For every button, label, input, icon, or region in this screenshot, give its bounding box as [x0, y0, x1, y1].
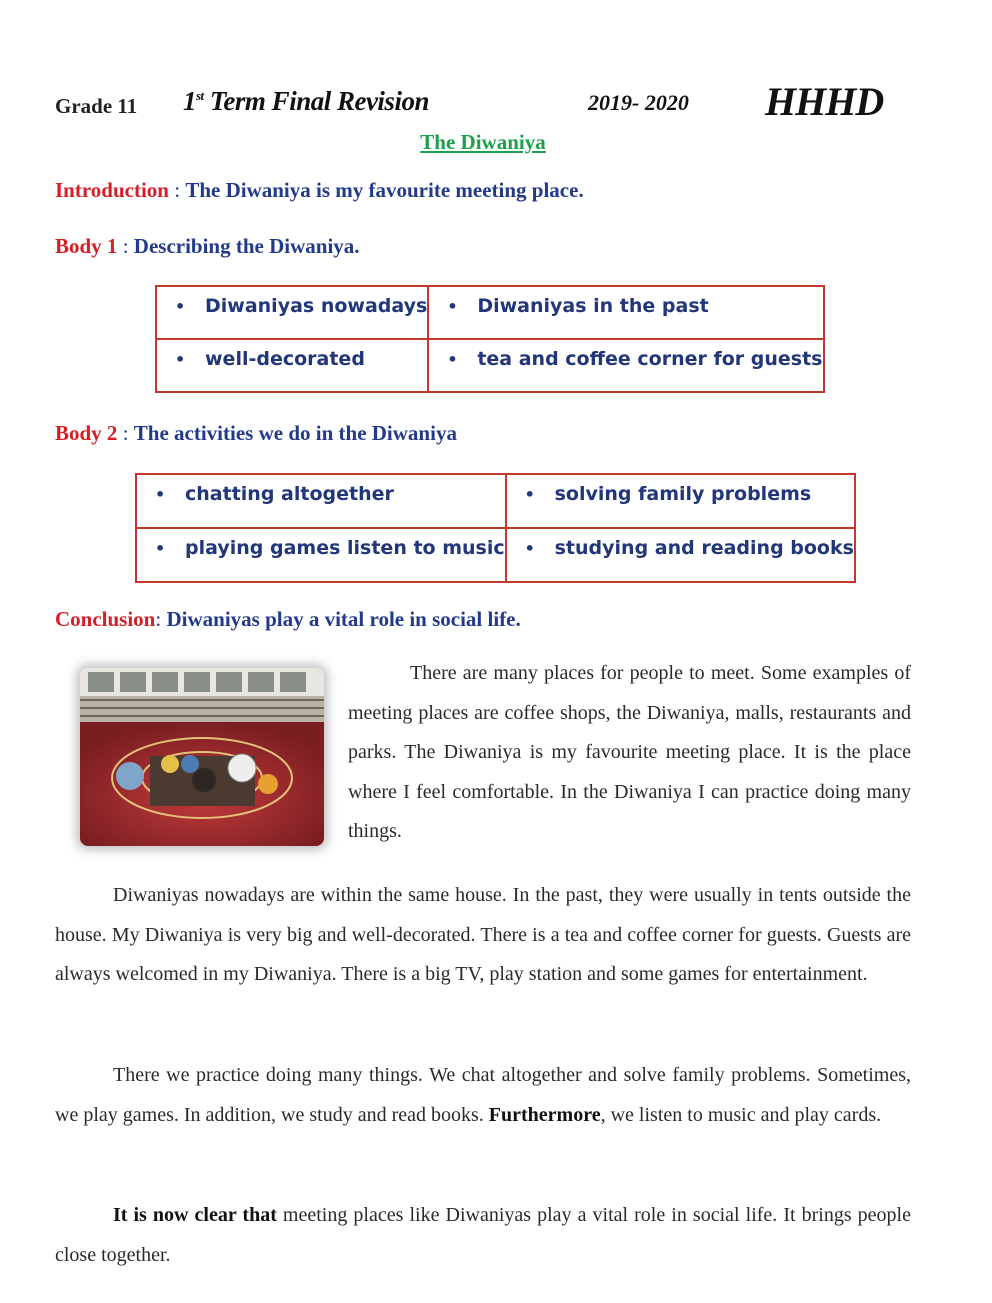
table-row — [136, 528, 855, 582]
table-row — [156, 286, 824, 339]
table-cell — [506, 474, 855, 528]
introduction-separator: : — [168, 178, 186, 202]
paragraph-2: Diwaniyas nowadays are within the same house. In the past, they were usually in tents outside the house. My Diwaniya is very big and well-decorated. There is a tea and coffee corner for guests. Guests are always welcomed in my Diwaniya. There is a big TV, play station and some games for entertainment. — [55, 884, 911, 985]
paragraph-1-text: There are many places for people to meet. Some examples of meeting places are coffee shops, the Diwaniya, malls, restaurants and parks. The Diwaniya is my favourite meeting place. It is the place where I feel comfortable. In the Diwaniya I can practice doing many things. — [348, 662, 911, 842]
introduction-label: Introduction — [55, 178, 169, 202]
page-title: The Diwaniya — [420, 130, 546, 154]
term-text: Term Final Revision — [209, 86, 429, 116]
page-header — [55, 79, 935, 130]
cell-text: studying and reading books — [554, 537, 854, 559]
table-cell — [506, 528, 855, 582]
table-cell — [156, 286, 428, 339]
body2-separator: : — [117, 421, 134, 445]
table-row — [156, 339, 824, 392]
cell-text: solving family problems — [554, 483, 812, 505]
term-ordinal: st — [196, 88, 204, 103]
paragraph-3-text-a: There we practice doing many things. We chat altogether and solve family problems. Sometimes, we play games. In addition, we study and read books. — [55, 1064, 911, 1126]
body1-label: Body 1 — [55, 234, 118, 258]
paragraph-4 — [55, 1196, 911, 1275]
term-number: 1 — [183, 86, 196, 116]
bullet-icon: • — [447, 350, 458, 369]
cell-text: Diwaniyas in the past — [477, 295, 709, 317]
table-cell — [136, 528, 506, 582]
cell-text: playing games listen to music — [185, 537, 505, 559]
initials-logo: HHHD — [765, 79, 884, 124]
body1-line — [55, 234, 360, 259]
bullet-icon: • — [524, 485, 535, 504]
term-title — [183, 86, 429, 117]
bullet-icon: • — [175, 297, 186, 316]
table-cell — [428, 339, 823, 392]
diwaniya-photo-illustration — [80, 668, 324, 846]
paragraph-3 — [55, 1056, 911, 1135]
school-year: 2019- 2020 — [588, 90, 689, 115]
bullet-icon: • — [155, 485, 166, 504]
conclusion-text: Diwaniyas play a vital role in social life. — [166, 607, 521, 631]
conclusion-separator: : — [155, 607, 167, 631]
paragraph-3-text-b: , we listen to music and play cards. — [600, 1103, 882, 1126]
cell-text: chatting altogether — [185, 483, 394, 505]
cell-text: Diwaniyas nowadays — [205, 295, 428, 317]
table-row — [136, 474, 855, 528]
body2-text: The activities we do in the Diwaniya — [133, 421, 457, 445]
paragraph-4-bold: It is now clear that — [113, 1204, 277, 1226]
body1-text: Describing the Diwaniya. — [133, 234, 360, 258]
paragraph-4-text: meeting places like Diwaniyas play a vital role in social life. It brings people close together. — [55, 1204, 911, 1266]
bullet-icon: • — [155, 539, 166, 558]
body2-label: Body 2 — [55, 421, 118, 445]
body2-table — [135, 473, 856, 583]
table-cell — [428, 286, 823, 339]
cell-text: well-decorated — [205, 348, 365, 370]
introduction-line — [55, 178, 584, 203]
body1-separator: : — [117, 234, 134, 258]
bullet-icon: • — [447, 297, 458, 316]
body1-table — [155, 285, 825, 393]
introduction-text: The Diwaniya is my favourite meeting place. — [185, 178, 584, 202]
conclusion-label: Conclusion — [55, 607, 156, 631]
paragraph-3-bold: Furthermore — [488, 1103, 601, 1126]
table-cell — [156, 339, 428, 392]
conclusion-line — [55, 607, 521, 632]
body2-line — [55, 421, 457, 446]
bullet-icon: • — [175, 350, 186, 369]
cell-text: tea and coffee corner for guests — [477, 348, 823, 370]
grade-label: Grade 11 — [55, 94, 138, 118]
table-cell — [136, 474, 506, 528]
paragraph-1 — [348, 654, 911, 852]
diwaniya-photo — [80, 668, 324, 846]
bullet-icon: • — [524, 539, 535, 558]
